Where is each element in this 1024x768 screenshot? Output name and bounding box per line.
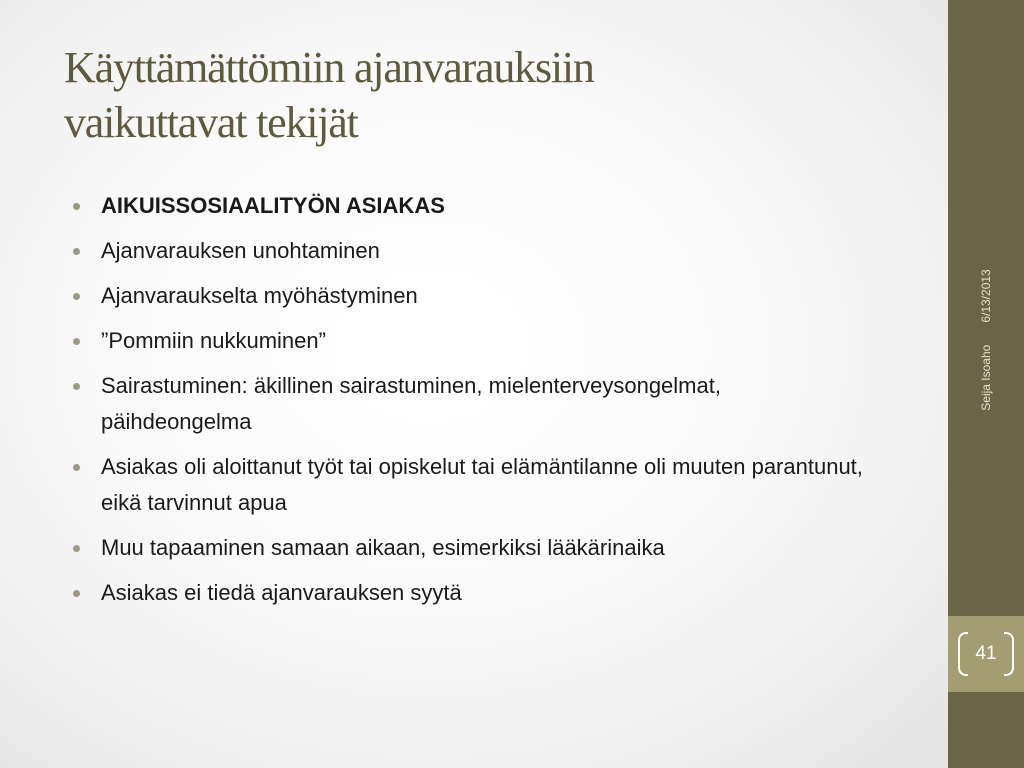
bullet-text: Asiakas oli aloittanut työt tai opiskelut tai elämäntilanne oli muuten parantunut, eikä tarvinnut apua: [101, 454, 863, 515]
page-number: 41: [975, 643, 997, 664]
bullet-dot-icon: [73, 248, 80, 255]
bullet-text: Asiakas ei tiedä ajanvarauksen syytä: [101, 580, 462, 605]
bullet-text: Ajanvarauksen unohtaminen: [101, 238, 380, 263]
bullet-dot-icon: [73, 293, 80, 300]
slide-title-line-1: Käyttämättömiin ajanvarauksiin: [64, 43, 594, 92]
bullet-text: Ajanvaraukselta myöhästyminen: [101, 283, 418, 308]
bullet-text: AIKUISSOSIAALITYÖN ASIAKAS: [101, 193, 445, 218]
author-name: Seija Isoaho: [979, 344, 993, 411]
bullet-item: [70, 188, 870, 224]
bullet-text: Muu tapaaminen samaan aikaan, esimerkiksi lääkärinaika: [101, 535, 665, 560]
bullet-dot-icon: [73, 383, 80, 390]
bullet-dot-icon: [73, 203, 80, 210]
bullet-dot-icon: [73, 464, 80, 471]
bullet-item: [70, 530, 870, 566]
bullet-dot-icon: [73, 590, 80, 597]
bullet-item: [70, 323, 870, 359]
bullet-list: [70, 188, 870, 620]
bullet-text: Sairastuminen: äkillinen sairastuminen, mielenterveysongelmat, päihdeongelma: [101, 373, 721, 434]
slide-date: 6/13/2013: [979, 269, 993, 323]
bullet-item: [70, 368, 870, 440]
bullet-dot-icon: [73, 545, 80, 552]
sidebar-footer-text: [979, 269, 993, 410]
bullet-item: [70, 449, 870, 521]
slide-title: [64, 40, 924, 150]
bullet-dot-icon: [73, 338, 80, 345]
bullet-item: [70, 278, 870, 314]
bullet-text: ”Pommiin nukkuminen”: [101, 328, 326, 353]
slide-title-line-2: vaikuttavat tekijät: [64, 98, 358, 147]
bullet-item: [70, 233, 870, 269]
bullet-item: [70, 575, 870, 611]
